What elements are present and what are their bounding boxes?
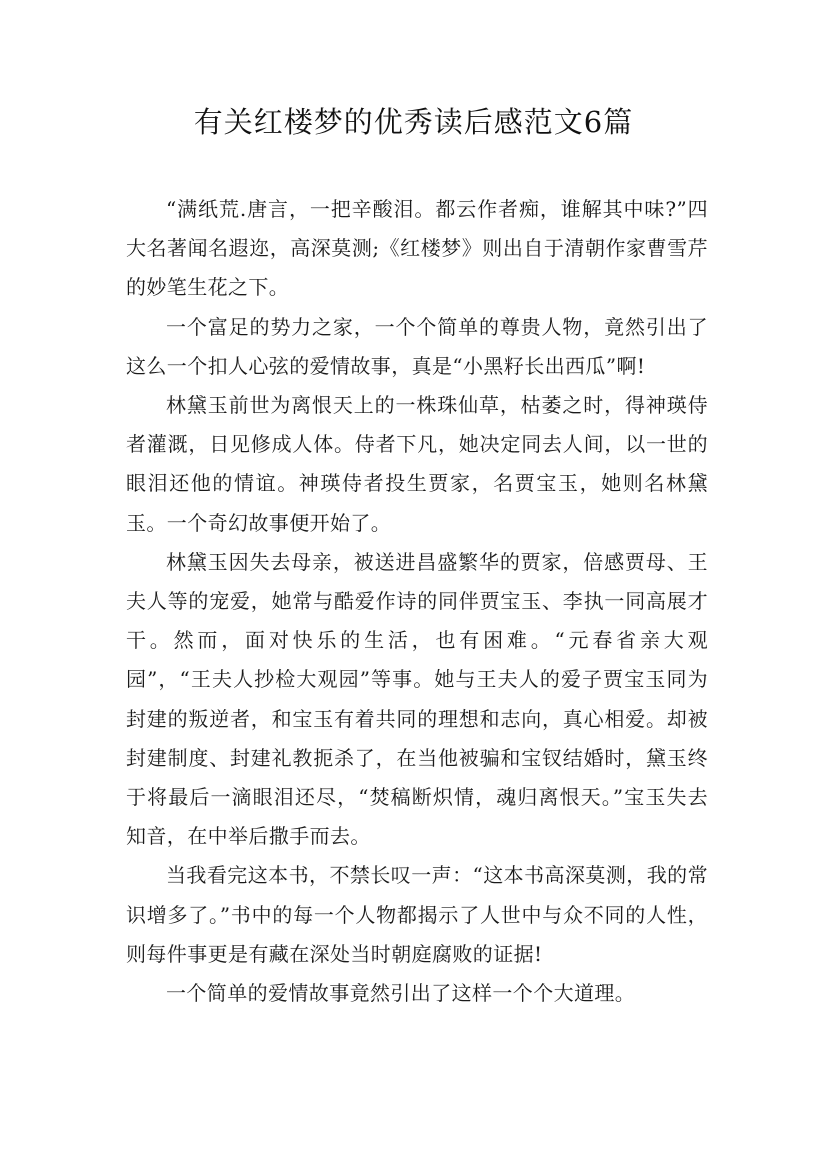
paragraph: 林黛玉前世为离恨天上的一株珠仙草，枯萎之时，得神瑛侍者灌溉，日见修成人体。侍者下凡，她决定同去人间，以一世的眼泪还他的情谊。神瑛侍者投生贾家，名贾宝玉，她则名林黛玉。一个奇幻故事便开始了。 [126,393,708,535]
paragraph: 一个简单的爱情故事竟然引出了这样一个个大道理。 [166,981,636,1006]
paragraph: 林黛玉因失去母亲，被送进昌盛繁华的贾家，倍感贾母、王夫人等的宠爱，她常与酷爱作诗的同伴贾宝玉、李执一同高展才干。然而，面对快乐的生活，也有困难。“元春省亲大观园”，“王夫人抄检大观园”等事。她与王夫人的爱子贾宝玉同为封建的叛逆者，和宝玉有着共同的理想和志向，真心相爱。却被封建制度、封建礼教扼杀了，在当他被骗和宝钗结婚时，黛玉终于将最后一滴眼泪还尽，“焚稿断炽情，魂归离恨天。”宝玉失去知音，在中举后撒手而去。 [126,549,708,849]
paragraph: 一个富足的势力之家，一个个简单的尊贵人物，竟然引出了这么一个扣人心弦的爱情故事，真是“小黑籽长出西瓜”啊! [126,314,708,378]
document-body [126,190,708,1013]
document-title: 有关红楼梦的优秀读后感范文6篇 [193,105,634,139]
paragraph: 当我看完这本书，不禁长叹一声：“这本书高深莫测，我的常识增多了。”书中的每一个人物都揭示了人世中与众不同的人性，则每件事更是有藏在深处当时朝庭腐败的证据! [126,863,708,966]
paragraph: “满纸荒.唐言，一把辛酸泪。都云作者痴，谁解其中味?”四大名著闻名遐迩，高深莫测;《红楼梦》则出自于清朝作家曹雪芹的妙笔生花之下。 [126,197,708,300]
